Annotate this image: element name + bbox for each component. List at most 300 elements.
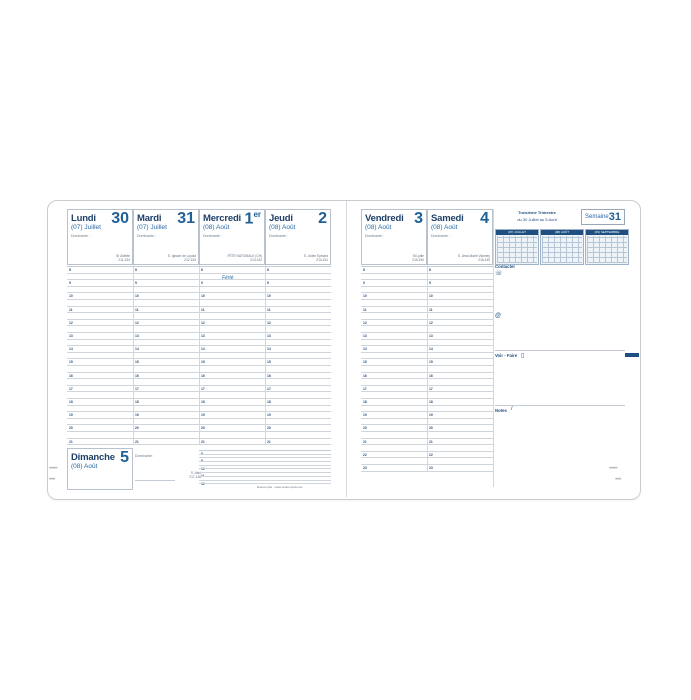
- hour-row[interactable]: [199, 432, 265, 439]
- hour-label: 13: [201, 334, 205, 338]
- hour-row[interactable]: [265, 326, 331, 333]
- hour-row[interactable]: [199, 399, 265, 406]
- hour-row[interactable]: [133, 399, 199, 406]
- hour-label: 16: [135, 373, 139, 378]
- hour-row[interactable]: [133, 267, 199, 274]
- hour-row[interactable]: [427, 386, 493, 393]
- hour-row[interactable]: [67, 366, 133, 373]
- hour-row[interactable]: [361, 419, 427, 426]
- hour-row[interactable]: [265, 359, 331, 366]
- hour-row[interactable]: [361, 412, 427, 419]
- hour-row[interactable]: [361, 379, 427, 386]
- hour-row[interactable]: [265, 399, 331, 406]
- hour-row[interactable]: [265, 425, 331, 432]
- day-schedule[interactable]: [67, 266, 133, 445]
- hour-row[interactable]: [361, 373, 427, 380]
- hour-row[interactable]: [265, 386, 331, 393]
- hour-label: 15: [429, 360, 433, 365]
- hour-row[interactable]: [361, 313, 427, 320]
- hour-row[interactable]: [199, 481, 331, 485]
- pen-icon: /: [511, 406, 513, 412]
- phone-icon: ☏: [495, 271, 503, 277]
- hour-row[interactable]: [265, 267, 331, 274]
- hour-label: 9: [429, 281, 431, 286]
- saint-of-day: [168, 254, 196, 262]
- section-divider: [495, 350, 625, 351]
- hour-row[interactable]: [67, 399, 133, 406]
- hour-row[interactable]: [427, 287, 493, 294]
- hour-label: 10: [429, 294, 433, 299]
- hour-label: 23: [363, 466, 367, 470]
- hour-label: 15: [363, 360, 367, 365]
- day-of-year: 214-151: [316, 258, 328, 262]
- hour-row[interactable]: [67, 340, 133, 347]
- day-month: (08) Août: [203, 224, 230, 231]
- hour-row[interactable]: [133, 293, 199, 300]
- day-header[interactable]: [427, 209, 493, 265]
- page-tab: [625, 353, 639, 357]
- hour-label: 21: [363, 439, 367, 444]
- hour-row[interactable]: [199, 326, 265, 333]
- hour-label: 15: [135, 360, 139, 365]
- hour-row[interactable]: [67, 386, 133, 393]
- hour-label: 13: [429, 334, 433, 338]
- hour-row[interactable]: [199, 346, 265, 353]
- hour-label: 16: [69, 373, 73, 378]
- mini-calendar-grid: [542, 236, 582, 263]
- hour-row[interactable]: [133, 359, 199, 366]
- hour-row[interactable]: [361, 392, 427, 399]
- hour-row[interactable]: [133, 386, 199, 393]
- day-schedule[interactable]: [427, 266, 493, 472]
- trimester-range: du 30 Juillet au 5 Août: [517, 217, 557, 222]
- clipboard-icon: ▯: [521, 353, 525, 359]
- hour-row[interactable]: [427, 412, 493, 419]
- hour-label: 11: [201, 474, 205, 479]
- hour-label: 20: [69, 426, 73, 431]
- day-month: (07) Juillet: [71, 224, 101, 231]
- hour-row[interactable]: [361, 452, 427, 459]
- mini-calendar-title: (07) JUILLET: [496, 230, 538, 235]
- hour-row[interactable]: [67, 419, 133, 426]
- hour-label: 18: [69, 400, 73, 404]
- hour-row[interactable]: [133, 307, 199, 314]
- hour-row[interactable]: [427, 359, 493, 366]
- hour-label: 11: [429, 307, 433, 312]
- day-number: [245, 210, 261, 228]
- hour-row[interactable]: [265, 373, 331, 380]
- hour-row[interactable]: [361, 386, 427, 393]
- saint-name: St Lydie: [412, 254, 424, 258]
- hour-row[interactable]: [265, 353, 331, 360]
- hour-row[interactable]: [133, 392, 199, 399]
- day-number-suffix: er: [253, 210, 261, 219]
- hour-row[interactable]: [361, 346, 427, 353]
- hour-label: 8: [69, 268, 71, 272]
- dominante-label: Dominante :: [137, 234, 156, 238]
- hour-row[interactable]: [427, 267, 493, 274]
- hour-row[interactable]: [427, 419, 493, 426]
- hour-row[interactable]: [361, 425, 427, 432]
- hour-label: 21: [267, 439, 271, 444]
- day-schedule[interactable]: [361, 266, 427, 472]
- hour-row[interactable]: [133, 353, 199, 360]
- hour-row[interactable]: [265, 412, 331, 419]
- hour-row[interactable]: [361, 445, 427, 452]
- day-schedule[interactable]: [133, 266, 199, 445]
- hour-label: 8: [135, 268, 137, 272]
- mini-calendar-grid: [587, 236, 627, 263]
- hour-row[interactable]: [67, 320, 133, 327]
- hour-row[interactable]: [67, 353, 133, 360]
- hour-row[interactable]: [67, 439, 133, 446]
- hour-row[interactable]: [67, 359, 133, 366]
- hour-row[interactable]: [199, 373, 265, 380]
- day-number-value: 30: [111, 210, 129, 227]
- hour-row[interactable]: [427, 425, 493, 432]
- hour-label: 15: [267, 360, 271, 365]
- hour-row[interactable]: [427, 399, 493, 406]
- column-divider: [199, 265, 200, 445]
- hour-row[interactable]: [67, 333, 133, 340]
- hour-row[interactable]: [427, 392, 493, 399]
- day-header[interactable]: [133, 209, 199, 265]
- hour-row[interactable]: [67, 267, 133, 274]
- hour-label: 19: [363, 413, 367, 418]
- hour-label: 10: [135, 294, 139, 299]
- dominante-label: Dominante :: [365, 234, 384, 238]
- hour-label: 19: [429, 413, 433, 418]
- hour-row[interactable]: [427, 313, 493, 320]
- hour-row[interactable]: [265, 313, 331, 320]
- hour-row[interactable]: [133, 432, 199, 439]
- hour-label: 10: [69, 294, 73, 299]
- hour-row[interactable]: [133, 280, 199, 287]
- hour-row[interactable]: [199, 359, 265, 366]
- day-of-year: 213-152: [250, 258, 262, 262]
- hour-row[interactable]: [427, 439, 493, 446]
- hour-row[interactable]: [427, 373, 493, 380]
- day-month: (07) Juillet: [137, 224, 167, 231]
- hour-label: 14: [135, 347, 139, 352]
- saint-name: FÊTE NATIONALE (CH): [227, 254, 262, 258]
- hour-row[interactable]: [133, 340, 199, 347]
- day-header[interactable]: [361, 209, 427, 265]
- hour-row[interactable]: [199, 379, 265, 386]
- hour-row[interactable]: [199, 340, 265, 347]
- hour-label: 17: [201, 386, 205, 391]
- saint-of-day: [458, 254, 490, 262]
- hour-row[interactable]: [199, 280, 265, 287]
- corner-dots: •••••: [49, 477, 55, 483]
- hour-row[interactable]: [199, 293, 265, 300]
- hour-row[interactable]: [427, 465, 493, 472]
- hour-row[interactable]: [361, 293, 427, 300]
- hour-row[interactable]: [67, 300, 133, 307]
- day-header[interactable]: [199, 209, 265, 265]
- day-number: [480, 210, 489, 228]
- hour-row[interactable]: [427, 406, 493, 413]
- saint-of-day: [304, 254, 328, 262]
- hour-row[interactable]: [67, 293, 133, 300]
- hour-row[interactable]: [265, 392, 331, 399]
- day-name: Samedi: [431, 213, 464, 224]
- hour-row[interactable]: [361, 432, 427, 439]
- hour-row[interactable]: [199, 439, 265, 446]
- hour-line: [427, 471, 493, 472]
- hour-row[interactable]: [361, 465, 427, 472]
- hour-row[interactable]: [133, 287, 199, 294]
- hour-label: 11: [201, 307, 205, 312]
- hour-row[interactable]: [199, 333, 265, 340]
- contacter-label: Contacter: [495, 264, 516, 269]
- hour-row[interactable]: [133, 412, 199, 419]
- saint-of-day: [116, 254, 130, 262]
- hour-row[interactable]: [361, 320, 427, 327]
- hour-row[interactable]: [427, 366, 493, 373]
- hour-row[interactable]: [133, 326, 199, 333]
- day-name: Dimanche: [71, 452, 115, 463]
- day-month: (08) Août: [269, 224, 296, 231]
- hour-label: 16: [429, 373, 433, 378]
- hour-label: 19: [267, 413, 271, 418]
- hour-row[interactable]: [265, 280, 331, 287]
- hour-row[interactable]: [67, 406, 133, 413]
- hour-row[interactable]: [199, 419, 265, 426]
- hour-label: 16: [267, 373, 271, 378]
- hour-row[interactable]: [361, 399, 427, 406]
- sunday-line: [135, 480, 175, 481]
- hour-row[interactable]: [427, 274, 493, 281]
- day-name: Vendredi: [365, 213, 404, 224]
- hour-row[interactable]: [427, 458, 493, 465]
- hour-row[interactable]: [265, 406, 331, 413]
- hour-row[interactable]: [67, 280, 133, 287]
- hour-row[interactable]: [67, 346, 133, 353]
- hour-row[interactable]: [67, 392, 133, 399]
- hour-row[interactable]: [427, 432, 493, 439]
- saint-name: S. Ignace de Loyola: [167, 254, 196, 258]
- hour-label: 9: [69, 281, 71, 286]
- hour-row[interactable]: [265, 432, 331, 439]
- hour-label: 8: [267, 268, 269, 272]
- hour-row[interactable]: [427, 326, 493, 333]
- hour-row[interactable]: [133, 419, 199, 426]
- hour-label: 11: [69, 307, 73, 312]
- hour-row[interactable]: [361, 326, 427, 333]
- hour-row[interactable]: [265, 274, 331, 281]
- hour-row[interactable]: [427, 307, 493, 314]
- hour-row[interactable]: [427, 300, 493, 307]
- hour-label: 15: [201, 360, 205, 365]
- hour-row[interactable]: [361, 406, 427, 413]
- hour-label: 20: [267, 426, 271, 431]
- email-icon: @: [495, 313, 502, 319]
- hour-row[interactable]: [199, 287, 265, 294]
- hour-row[interactable]: [67, 432, 133, 439]
- hour-row[interactable]: [427, 379, 493, 386]
- hour-row[interactable]: [265, 287, 331, 294]
- hour-row[interactable]: [67, 313, 133, 320]
- hour-row[interactable]: [427, 445, 493, 452]
- right-page: [347, 200, 639, 498]
- hour-row[interactable]: [199, 353, 265, 360]
- day-header[interactable]: [265, 209, 331, 265]
- hour-row[interactable]: [265, 346, 331, 353]
- hour-row[interactable]: [199, 300, 265, 307]
- section-divider: [495, 405, 625, 406]
- hour-row[interactable]: [133, 274, 199, 281]
- day-schedule[interactable]: [265, 266, 331, 445]
- hour-label: 8: [429, 268, 431, 272]
- hour-row[interactable]: [265, 439, 331, 446]
- day-month: (08) Août: [431, 224, 458, 231]
- saint-of-day: [412, 254, 424, 262]
- hour-row[interactable]: [67, 307, 133, 314]
- hour-row[interactable]: [427, 333, 493, 340]
- hour-row[interactable]: [427, 293, 493, 300]
- day-number: 5: [120, 449, 129, 466]
- hour-label: 10: [201, 294, 205, 299]
- hour-row[interactable]: [133, 379, 199, 386]
- day-month: (08) Août: [365, 224, 392, 231]
- hour-row[interactable]: [199, 320, 265, 327]
- day-of-year: 215-150: [412, 258, 424, 262]
- day-schedule[interactable]: [199, 266, 265, 445]
- hour-row[interactable]: [265, 366, 331, 373]
- corner-dots: •••••••: [49, 466, 57, 472]
- hour-row[interactable]: [67, 379, 133, 386]
- hour-label: 21: [201, 439, 205, 444]
- day-number: [414, 210, 423, 228]
- hour-row[interactable]: [199, 313, 265, 320]
- hour-row[interactable]: [133, 425, 199, 432]
- hour-row[interactable]: [361, 287, 427, 294]
- hour-label: 20: [363, 426, 367, 431]
- hour-label: 20: [429, 426, 433, 431]
- hour-row[interactable]: [361, 359, 427, 366]
- hour-row[interactable]: [361, 353, 427, 360]
- hour-row[interactable]: [361, 458, 427, 465]
- mini-calendar[interactable]: [585, 229, 629, 265]
- saint-name: S. Julien Eymard: [303, 254, 328, 258]
- hour-row[interactable]: [199, 412, 265, 419]
- hour-row[interactable]: [265, 300, 331, 307]
- hour-row[interactable]: [199, 386, 265, 393]
- hour-row[interactable]: [67, 326, 133, 333]
- hour-label: 12: [135, 320, 139, 325]
- hour-line: [265, 444, 331, 445]
- mini-calendar-title: (08) AOÛT: [541, 230, 583, 235]
- holiday-label: Férié: [222, 275, 234, 281]
- day-number: [318, 210, 327, 228]
- hour-label: 14: [429, 347, 433, 352]
- footer-credit: Exacompta · www.exacompta.com: [257, 485, 304, 489]
- day-number: [177, 210, 195, 228]
- hour-row[interactable]: [427, 452, 493, 459]
- hour-row[interactable]: [427, 340, 493, 347]
- hour-row[interactable]: [361, 267, 427, 274]
- hour-row[interactable]: [133, 313, 199, 320]
- hour-label: 15: [69, 360, 73, 365]
- hour-label: 21: [69, 439, 73, 444]
- hour-label: 18: [201, 400, 205, 404]
- hour-line: [67, 444, 133, 445]
- hour-label: 11: [135, 307, 139, 312]
- hour-row[interactable]: [265, 307, 331, 314]
- hour-label: 17: [135, 386, 139, 391]
- hour-label: 20: [135, 426, 139, 431]
- hour-label: 13: [135, 334, 139, 338]
- hour-row[interactable]: [199, 392, 265, 399]
- day-month: (08) Août: [71, 463, 98, 470]
- hour-row[interactable]: [265, 333, 331, 340]
- hour-row[interactable]: [67, 287, 133, 294]
- hour-row[interactable]: [427, 280, 493, 287]
- hour-row[interactable]: [361, 274, 427, 281]
- day-number: [111, 210, 129, 228]
- mini-calendar[interactable]: [540, 229, 584, 265]
- voir-faire-label: Voir - Faire: [495, 353, 518, 358]
- hour-label: 11: [267, 307, 271, 312]
- hour-row[interactable]: [133, 346, 199, 353]
- hour-row[interactable]: [199, 366, 265, 373]
- day-header[interactable]: [67, 209, 133, 265]
- hour-row[interactable]: [427, 346, 493, 353]
- hour-row[interactable]: [133, 406, 199, 413]
- hour-row[interactable]: [361, 307, 427, 314]
- hour-row[interactable]: [361, 366, 427, 373]
- hour-row[interactable]: [427, 320, 493, 327]
- hour-row[interactable]: [265, 293, 331, 300]
- day-number-value: 3: [414, 210, 423, 227]
- hour-row[interactable]: [361, 300, 427, 307]
- hour-row[interactable]: [427, 353, 493, 360]
- hour-row[interactable]: [199, 267, 265, 274]
- hour-label: 17: [267, 386, 271, 391]
- hour-row[interactable]: [361, 333, 427, 340]
- hour-row[interactable]: [199, 307, 265, 314]
- day-name: Jeudi: [269, 213, 293, 224]
- hour-row[interactable]: [67, 274, 133, 281]
- hour-label: 14: [201, 347, 205, 352]
- hour-row[interactable]: [361, 280, 427, 287]
- hour-label: 8: [363, 268, 365, 272]
- mini-calendar[interactable]: [495, 229, 539, 265]
- hour-row[interactable]: [133, 366, 199, 373]
- saint-of-day: [173, 471, 201, 479]
- hour-row[interactable]: [199, 406, 265, 413]
- hour-row[interactable]: [265, 419, 331, 426]
- hour-row[interactable]: [67, 373, 133, 380]
- hour-row[interactable]: [265, 340, 331, 347]
- sunday-header[interactable]: [67, 448, 133, 490]
- hour-row[interactable]: [67, 412, 133, 419]
- hour-row[interactable]: [199, 425, 265, 432]
- hour-row[interactable]: [361, 439, 427, 446]
- sunday-schedule[interactable]: [199, 450, 331, 484]
- hour-row[interactable]: [265, 379, 331, 386]
- day-name: Lundi: [71, 213, 96, 224]
- hour-row[interactable]: [133, 300, 199, 307]
- hour-row[interactable]: [361, 340, 427, 347]
- hour-row[interactable]: [133, 439, 199, 446]
- hour-row[interactable]: [133, 373, 199, 380]
- hour-row[interactable]: [133, 333, 199, 340]
- hour-row[interactable]: [133, 320, 199, 327]
- hour-row[interactable]: [265, 320, 331, 327]
- hour-row[interactable]: [67, 425, 133, 432]
